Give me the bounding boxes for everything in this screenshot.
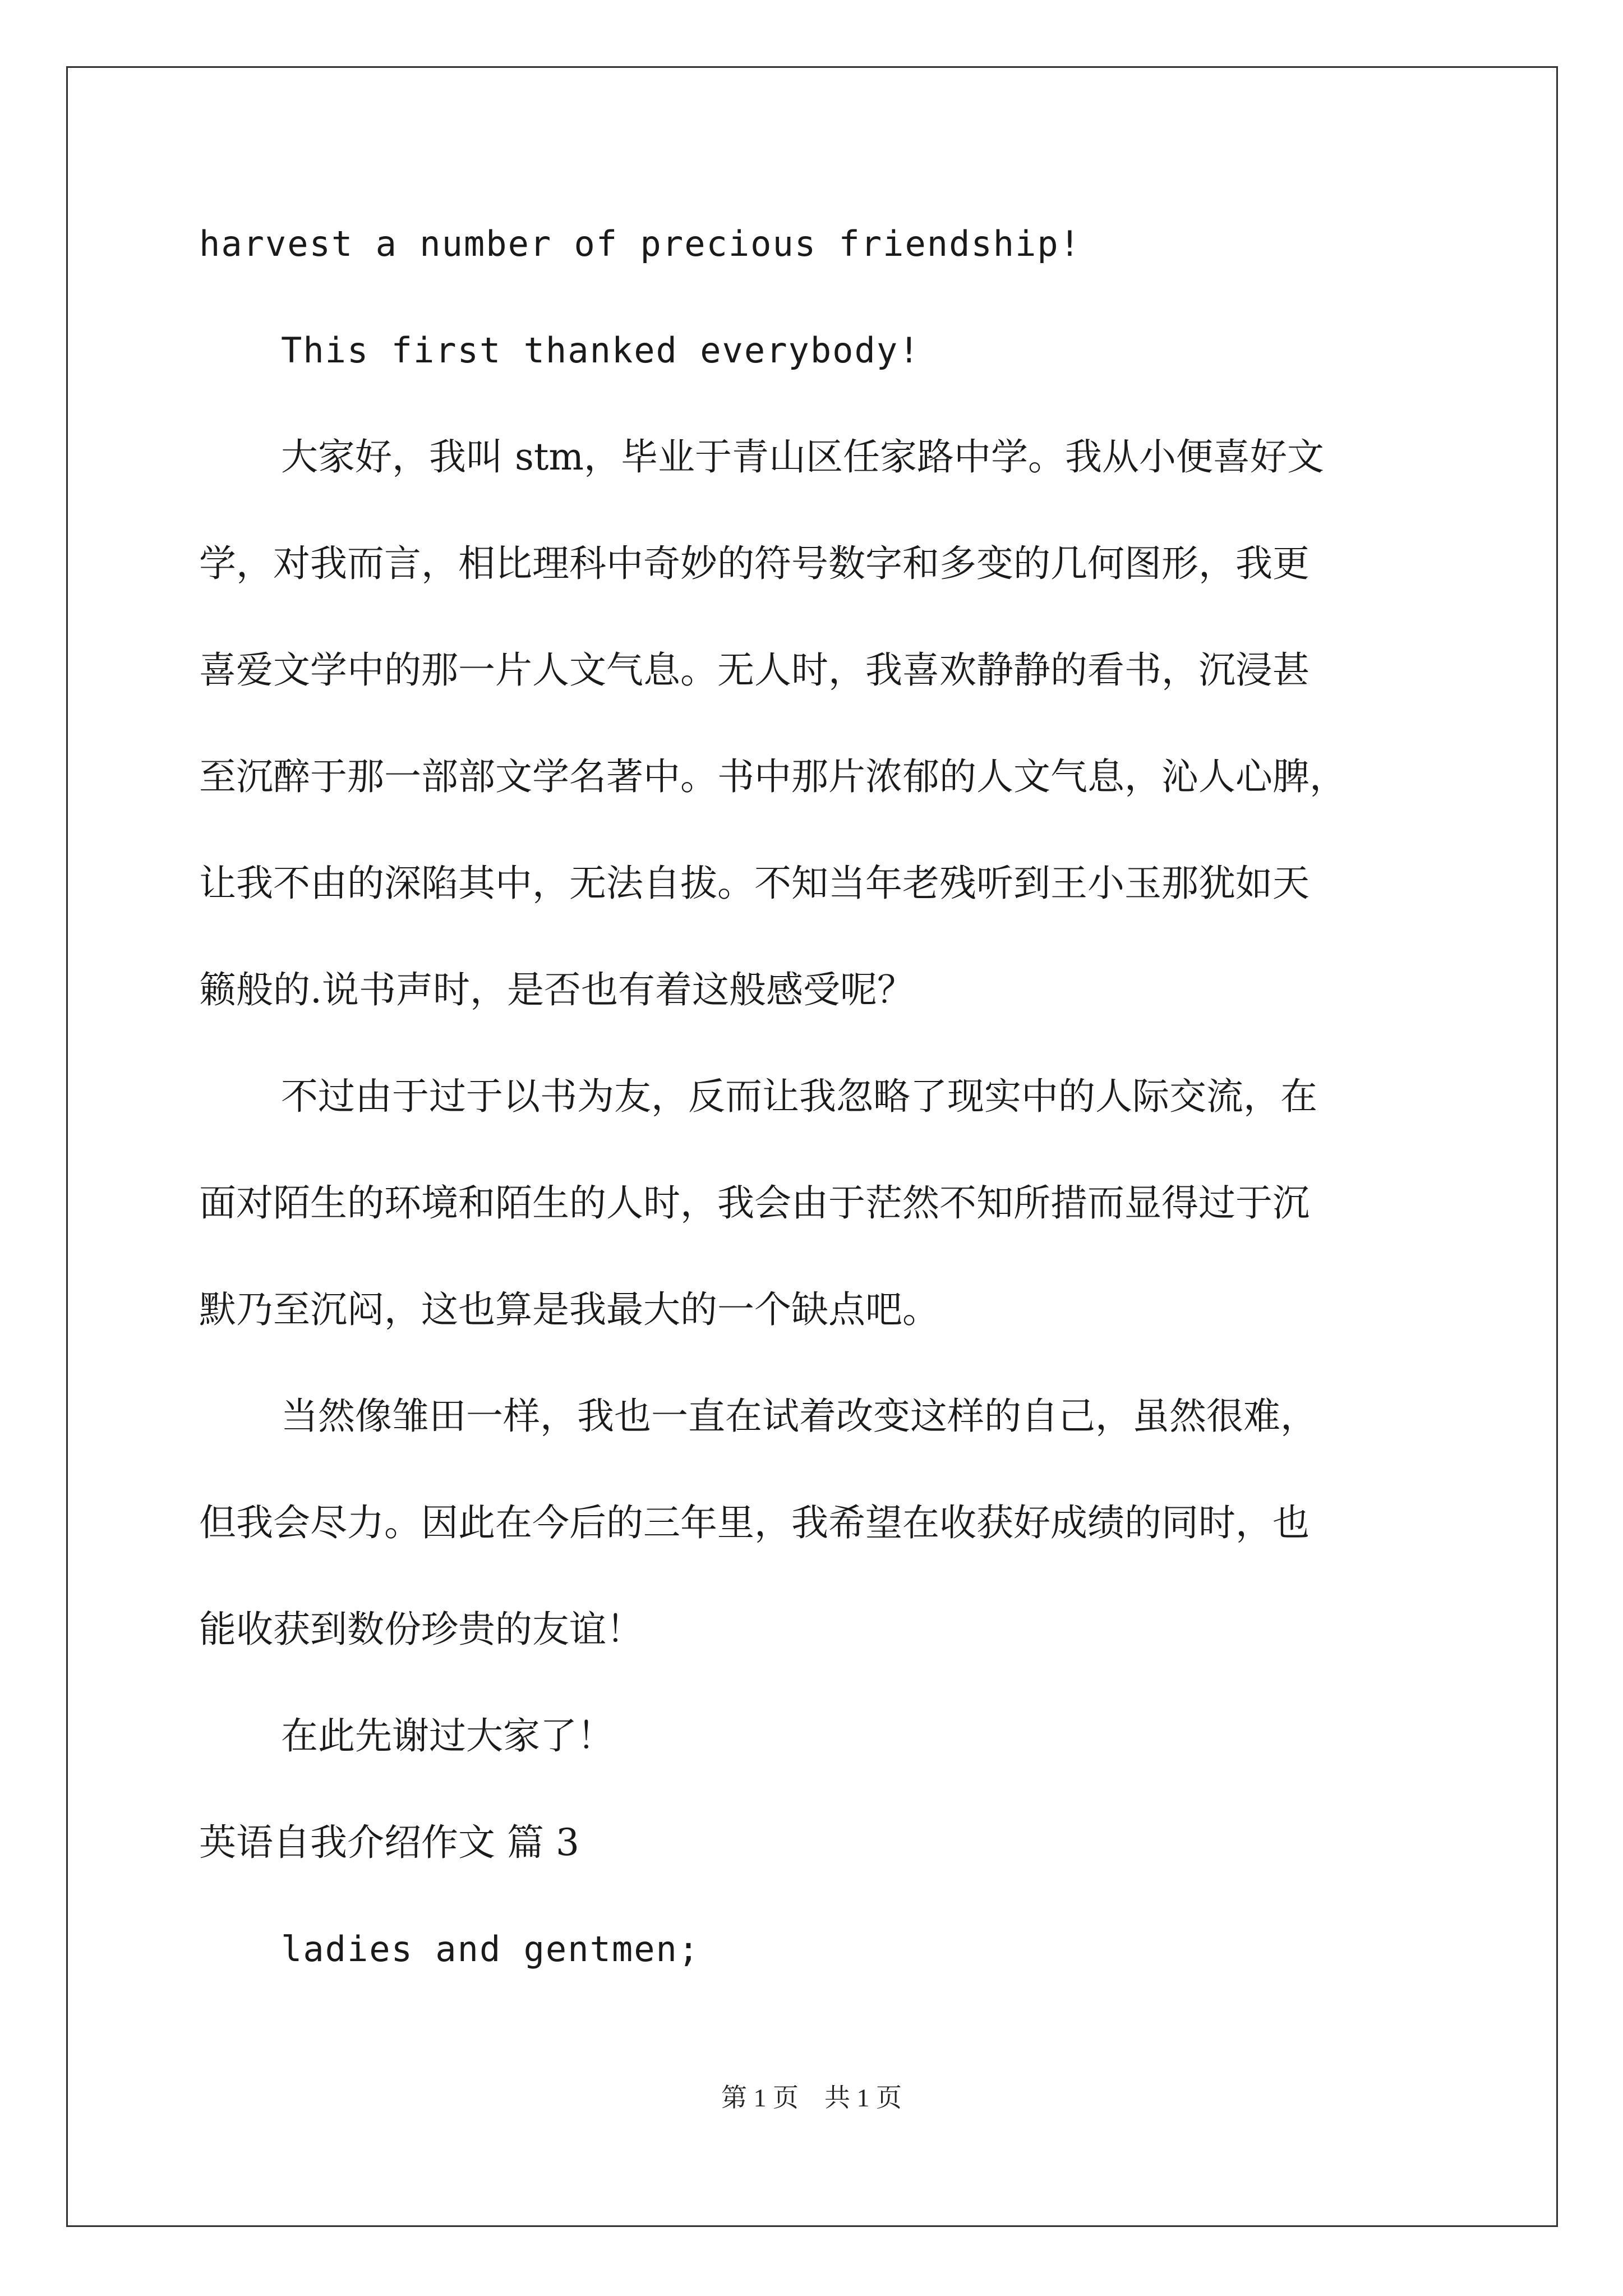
text-line: 不过由于过于以书为友，反而让我忽略了现实中的人际交流，在 <box>281 1075 1317 1118</box>
text-line: 喜爱文学中的那一片人文气息。无人时，我喜欢静静的看书，沉浸甚 <box>199 648 1310 692</box>
text-line: 至沉醉于那一部部文学名著中。书中那片浓郁的人文气息，沁人心脾， <box>199 755 1347 798</box>
text-line: 当然像雏田一样，我也一直在试着改变这样的自己，虽然很难， <box>281 1395 1317 1438</box>
text-line: harvest a number of precious friendship! <box>199 223 1082 264</box>
text-line: 能收获到数份珍贵的友谊！ <box>199 1608 643 1651</box>
page-border <box>66 66 1558 2227</box>
text-line: 大家好，我叫 stm，毕业于青山区任家路中学。我从小便喜好文 <box>281 435 1324 478</box>
text-line: 籁般的.说书声时，是否也有着这般感受呢？ <box>199 968 914 1011</box>
page-number-footer: 第 1 页 共 1 页 <box>721 2083 902 2112</box>
text-line: 让我不由的深陷其中，无法自拔。不知当年老残听到王小玉那犹如天 <box>199 862 1310 905</box>
text-line: ladies and gentmen; <box>281 1929 700 1970</box>
text-line: 面对陌生的环境和陌生的人时，我会由于茫然不知所措而显得过于沉 <box>199 1181 1310 1225</box>
text-line: 但我会尽力。因此在今后的三年里，我希望在收获好成绩的同时，也 <box>199 1501 1310 1544</box>
section-heading: 英语自我介绍作文 篇 3 <box>199 1821 579 1864</box>
text-line: 学，对我而言，相比理科中奇妙的符号数字和多变的几何图形，我更 <box>199 542 1310 585</box>
text-line: 在此先谢过大家了！ <box>281 1714 614 1757</box>
text-line: This first thanked everybody! <box>281 330 921 371</box>
text-line: 默乃至沉闷，这也算是我最大的一个缺点吧。 <box>199 1288 939 1331</box>
